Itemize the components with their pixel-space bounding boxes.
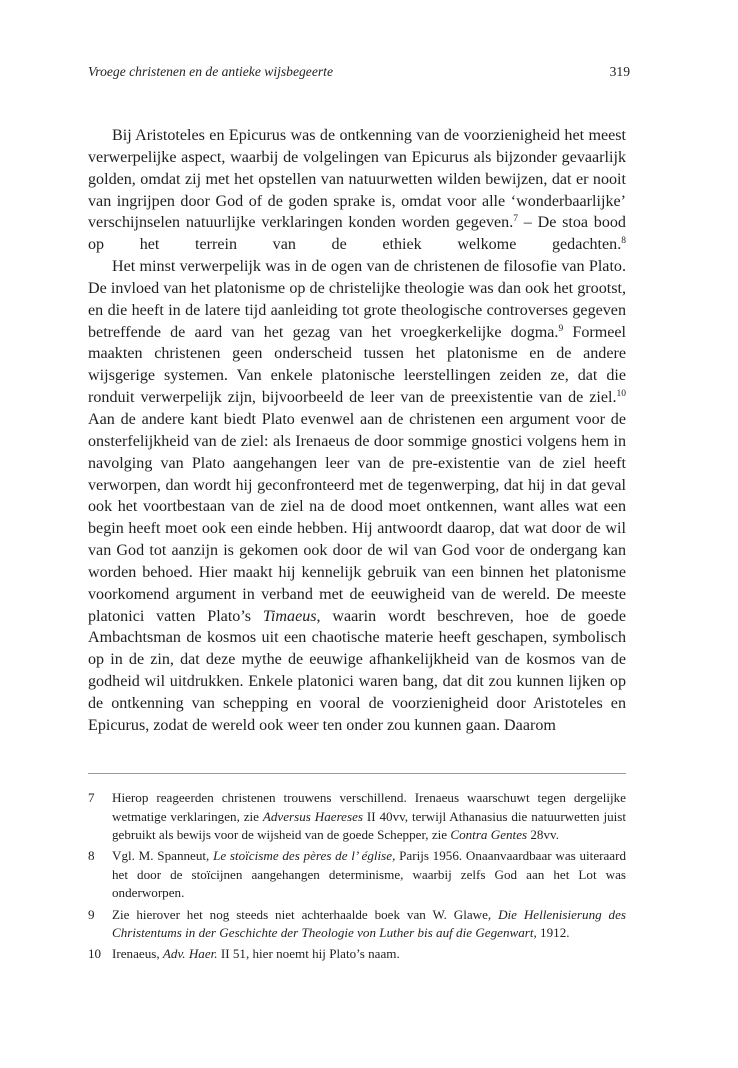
footnote-text	[112, 789, 626, 845]
footnote-number: 9	[88, 906, 95, 922]
footnote-9	[88, 906, 626, 943]
footnote-citation-title: Adversus Haereses	[262, 808, 363, 824]
paragraph-2-text-b: Formeel maakten christenen geen onderscheid tussen het platonisme en de andere wijsgerige systemen. Van enkele platonische leerstellingen zeiden ze, dat die ronduit verwerpelijk zijn, bijvoorbeeld de leer van de preexistentie van de ziel.	[88, 323, 626, 407]
footnote-text	[112, 906, 626, 943]
footnote-citation-title: Adv. Haer.	[162, 946, 218, 962]
footnote-text	[112, 847, 626, 903]
footnote-text-part: Hierop reageerden christenen trouwens verschillend. Irenaeus waarschuwt tegen dergelijke wetmatige verklaringen, zie	[112, 790, 626, 824]
paragraph-2-text-d: , waarin wordt beschreven, hoe de goede Ambachtsman de kosmos uit een chaotische materie heeft geschapen, symbolisch op in de zin, dat deze mythe de eeuwige afhankelijkheid van de kosmos van de godheid wil uitdrukken. Enkele platonici waren bang, dat dit zou kunnen lijken op de ontkenning van schepping en vooral de voorzienigheid door Aristoteles en Epicurus, zodat de wereld ook weer ten onder zou kunnen gaan. Daarom	[88, 607, 626, 734]
page-number: 319	[609, 64, 630, 79]
footnote-text-part: Irenaeus,	[112, 946, 163, 962]
footnote-text-part: Vgl. M. Spanneut,	[112, 848, 214, 864]
footnote-divider	[88, 773, 626, 774]
footnote-citation-title: Die Hellenisierung des Christentums in der Geschichte der Theologie von Luther bis auf die Gegenwart,	[112, 906, 626, 941]
footnote-number: 8	[88, 848, 95, 864]
footnote-ref-7: 7	[513, 214, 518, 225]
footnote-8	[88, 847, 626, 903]
footnote-text-part: 28vv.	[527, 827, 559, 843]
footnote-text-part: II 51, hier noemt hij Plato’s naam.	[217, 946, 400, 962]
paragraph-2-text-a: Het minst verwerpelijk was in de ogen van de christenen de filosofie van Plato. De invloed van het platonisme op de christelijke theologie was dan ook het grootst, en die heeft in de latere tijd aanleiding tot grote theologische controverses gegeven betreffende de aard van het gezag van het vroegkerkelijke dogma.	[88, 258, 626, 341]
title-timaeus: Timaeus	[262, 607, 317, 625]
running-title: Vroege christenen en de antieke wijsbegeerte	[88, 64, 333, 79]
footnote-text	[112, 945, 626, 964]
footnote-ref-10: 10	[616, 389, 626, 400]
paragraph-1-text-b: – De stoa bood op het terrein van de ethiek welkome gedachten.	[88, 214, 626, 254]
footnote-number: 10	[88, 946, 102, 962]
paragraph-2	[88, 256, 626, 737]
paragraph-2-text-c: Aan de andere kant biedt Plato evenwel aan de christenen een argument voor de onsterfelijkheid van de ziel: als Irenaeus de door sommige gnostici volgens hem in navolging van Plato aangehangen leer van de pre-existentie van de ziel heeft verworpen, dan wordt hij geconfronteerd met de tegenwerping, dat hij in dat geval ook het voortbestaan van de ziel na de dood moet ontkennen, want alles wat een begin heeft moet ook een einde hebben. Hij antwoordt daarop, dat wat door de wil van God tot aanzijn is gekomen ook door de wil van God voor de ondergang kan worden behoed. Hier maakt hij kennelijk gebruik van een binnen het platonisme voorkomend argument in verband met de eeuwigheid van de wereld. De meeste platonici vatten Plato’s	[88, 410, 626, 625]
paragraph-1	[88, 125, 626, 256]
footnotes	[88, 789, 626, 966]
footnote-10	[88, 945, 626, 964]
footnote-text-part: Zie hierover het nog steeds niet achterhaalde boek van W. Glawe,	[112, 906, 499, 922]
footnote-text-part: 1912.	[536, 925, 570, 941]
running-header	[88, 62, 630, 82]
footnote-number: 7	[88, 790, 95, 805]
paragraph-1-text-a: Bij Aristoteles en Epicurus was de ontkenning van de voorzienigheid het meest verwerpelijke aspect, waarbij de volgelingen van Epicurus als bijzonder gevaarlijk golden, omdat zij met het opstellen van natuurwetten wilden bewijzen, dat er nooit van ingrijpen door God of de goden sprake is, omdat voor alle ‘wonderbaarlijke’ verschijnselen natuurlijke verklaringen konden worden gegeven.	[88, 127, 626, 232]
footnote-citation-title: Contra Gentes	[450, 827, 528, 843]
footnote-ref-9: 9	[558, 323, 564, 334]
footnote-7	[88, 789, 626, 845]
footnote-ref-8: 8	[621, 236, 626, 247]
main-text	[88, 125, 626, 737]
footnote-citation-title: Le stoïcisme des pères de l’ église,	[213, 848, 396, 864]
footnote-text-part: II 40vv, terwijl Athanasius die natuurwetten juist gebruikt als bewijs voor de wijsheid van de goede Schepper, zie	[112, 808, 627, 843]
footnote-text-part: Parijs 1956. Onaanvaardbaar was uiteraard het door de stoïcijnen aangehangen determinisme, waarbij zelfs God aan het Lot was onderworpen.	[112, 848, 627, 901]
